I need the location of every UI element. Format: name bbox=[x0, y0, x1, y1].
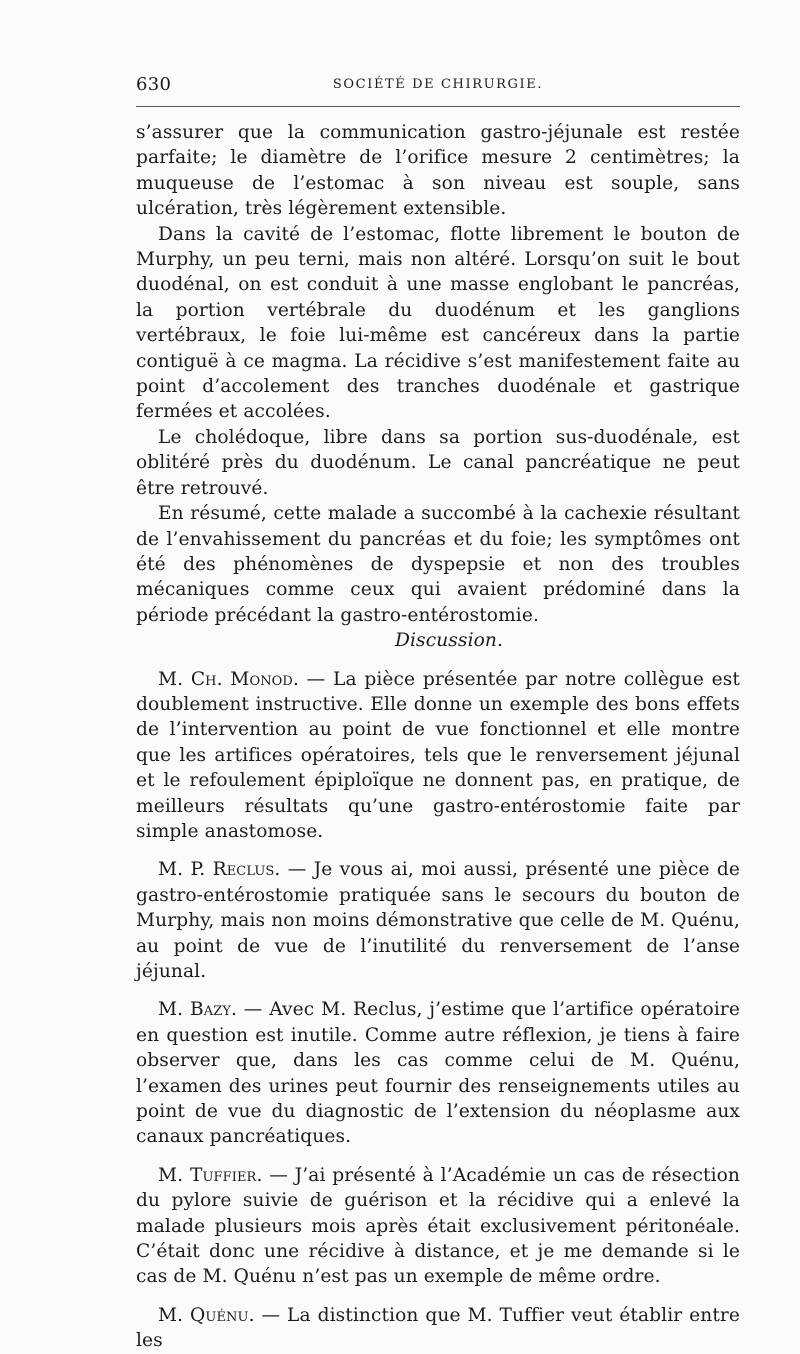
speaker-prefix: M. bbox=[158, 1304, 191, 1326]
intervention-text: — J’ai présenté à l’Académie un cas de résection du pylore suivie de guérison et la récidive qui a enlevé la malade plusieurs mois après était exclusivement péritonéale. C’était donc une récidive à distance, et je me demande si le cas de M. Quénu n’est pas un exemple de même ordre. bbox=[136, 1164, 740, 1288]
spacer bbox=[136, 1150, 740, 1163]
speaker-name: Reclus. bbox=[212, 859, 281, 881]
intervention-text: — La pièce présentée par notre collègue est doublement instructive. Elle donne un exemple des bons effets de l’intervention au point de vue fonctionnel et elle montre que les artifices opératoires, tels que le renversement jéjunal et le refoulement épiploïque ne donnent pas, en pratique, de meilleurs résultats qu’une gastro-entérostomie faite par simple anastomose. bbox=[136, 668, 740, 842]
speaker-prefix: M. bbox=[158, 999, 190, 1021]
paragraph-continuation: s’assurer que la communication gastro-jéjunale est restée parfaite; le diamètre de l’orifice mesure 2 centimètres; la muqueuse de l’estomac à son niveau est souple, sans ulcération, très légèrement extensible. bbox=[136, 122, 740, 220]
intervention-bazy bbox=[136, 997, 740, 1149]
intervention-monod bbox=[136, 667, 740, 845]
spacer bbox=[136, 984, 740, 997]
paragraph: Le cholédoque, libre dans sa portion sus-duodénale, est oblitéré près du duodénum. Le canal pancréatique ne peut être retrouvé. bbox=[136, 426, 740, 499]
speaker-name: Quénu. bbox=[190, 1304, 255, 1326]
spacer bbox=[136, 1290, 740, 1303]
intervention-text: — La distinction que M. Tuffier veut établir entre les bbox=[136, 1304, 740, 1352]
intervention-tuffier bbox=[136, 1163, 740, 1290]
paragraph: Dans la cavité de l’estomac, flotte librement le bouton de Murphy, un peu terni, mais non altéré. Lorsqu’on suit le bout duodénal, on est conduit à une masse englobant le pancréas, la portion vertébrale du duodénum et les ganglions vertébraux, le foie lui-même est cancéreux dans la partie contiguë à ce magma. La récidive s’est manifestement faite au point d’accolement des tranches duodénale et gastrique fermées et accolées. bbox=[136, 223, 740, 423]
paragraph: En résumé, cette malade a succombé à la cachexie résultant de l’envahissement du pancréas et du foie; les symptômes ont été des phénomènes de dyspepsie et non des troubles mécaniques comme ceux qui avaient prédominé dans la période précédant la gastro-entérostomie. bbox=[136, 503, 740, 626]
page-body bbox=[136, 120, 740, 1354]
page-number: 630 bbox=[136, 74, 172, 95]
section-title-discussion: Discussion. bbox=[395, 630, 503, 652]
header-rule bbox=[136, 106, 740, 107]
intervention-text: — Avec M. Reclus, j’estime que l’artifice opératoire en question est inutile. Comme autre réflexion, je tiens à faire observer que, dans les cas comme celui de M. Quénu, l’examen des urines peut fournir des renseignements utiles au point de vue du diagnostic de l’extension du néoplasme aux canaux pancréatiques. bbox=[136, 999, 740, 1148]
speaker-prefix: M. bbox=[158, 668, 191, 690]
speaker-prefix: M. P. bbox=[158, 859, 213, 881]
intervention-text: — Je vous ai, moi aussi, présenté une pièce de gastro-entérostomie pratiquée sans le secours du bouton de Murphy, mais non moins démonstrative que celle de M. Quénu, au point de vue de l’inutilité du renversement de l’anse jéjunal. bbox=[136, 859, 740, 982]
speaker-name: Bazy. bbox=[189, 999, 238, 1021]
page-header bbox=[136, 74, 740, 98]
intervention-quenu bbox=[136, 1303, 740, 1354]
running-title: SOCIÉTÉ DE CHIRURGIE. bbox=[332, 77, 544, 92]
spacer bbox=[136, 654, 740, 667]
speaker-name: Tuffier. bbox=[189, 1164, 263, 1186]
speaker-prefix: M. bbox=[158, 1164, 190, 1186]
spacer bbox=[136, 844, 740, 857]
intervention-reclus bbox=[136, 857, 740, 984]
speaker-name: Ch. Monod. bbox=[190, 668, 299, 690]
